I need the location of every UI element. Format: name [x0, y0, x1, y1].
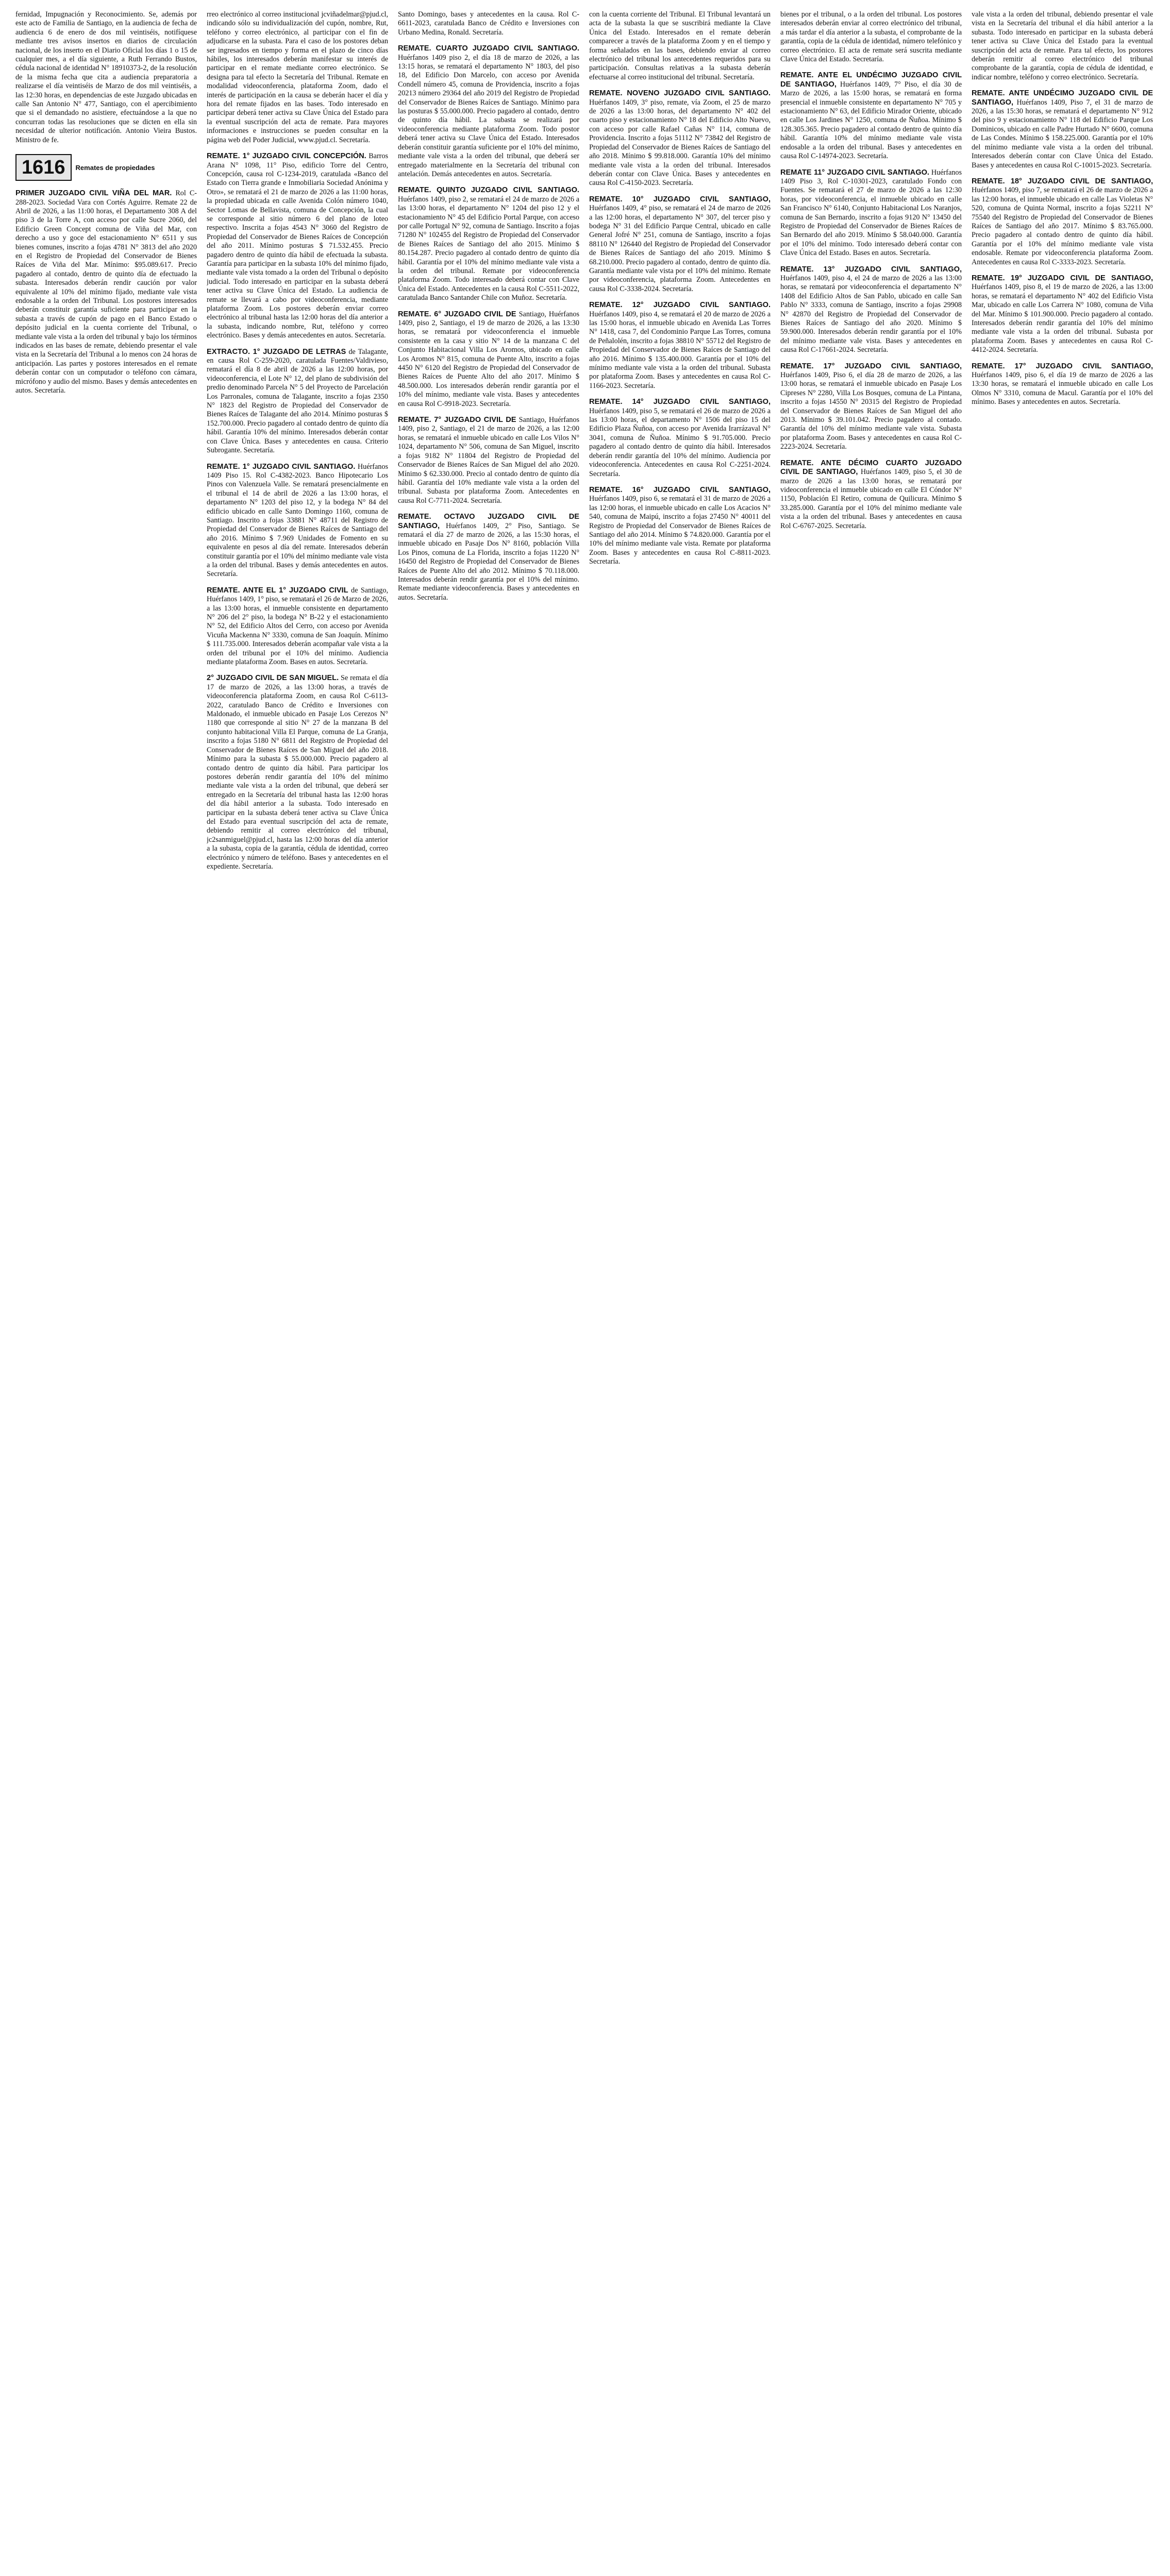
- notice-body: Huérfanos 1409, piso 5, el 30 de marzo de 2026 a las 13:00 horas, se rematará por videoconferencia el inmueble ubicado en calle El Cóndor N° 1150, Población El Retiro, comuna de Quilicura. Mínimo $ 33.285.000. Garantía por el 10% del mínimo mediante vale vista a la orden del tribunal. Bases y antecedentes en causa Rol C-6767-2025. Secretaría.: [780, 468, 962, 530]
- notice-body: Santiago, Huérfanos 1409, piso 2, Santiago, el 21 de marzo de 2026, a las 12:00 horas, se rematará el inmueble ubicado en calle Los Vilos N° 1024, departamento N° 506, comuna de San Miguel, inscrito a fojas 9182 N° 11804 del Registro de Propiedad del Conservador de Bienes Raíces de San Miguel del año 2020. Mínimo $ 62.330.000. Precio al contado dentro de quinto día hábil. Garantía del 10% mediante vale vista a la orden del tribunal. Subasta por plataforma Zoom. Antecedentes en causa Rol C-7711-2024. Secretaría.: [398, 416, 579, 505]
- legal-notice: [207, 10, 388, 145]
- notice-body: Huérfanos 1409, 7° Piso, el día 30 de Marzo de 2026, a las 15:00 horas, se rematará en forma presencial el inmueble consistente en departamento N° 705 y estacionamiento N° 63, del Edificio Mirador Oriente, ubicado en calle Los Jardines N° 1250, comuna de Ñuñoa. Mínimo $ 128.305.365. Precio pagadero al contado dentro de quinto día hábil. Garantía 10% del mínimo mediante vale vista endosable a la orden del tribunal. Bases y antecedentes en causa Rol C-14974-2023. Secretaría.: [780, 80, 962, 161]
- section-label: Remates de propiedades: [75, 163, 155, 172]
- notice-heading: REMATE. 7° JUZGADO CIVIL DE: [398, 416, 516, 425]
- legal-notice: [780, 459, 962, 531]
- notice-body: rreo electrónico al correo institucional jcviñadelmar@pjud.cl, indicando sólo su individualización del cupón, nombre, Rut, teléfono y correo electrónico, al participar con el fin de adjudicarse en la subasta. Para el caso de los postores deban ser ingresados en tiempo y forma en el plazo de cinco días hábiles, los interesados deberán manifestar su interés de participar en el remate mediante correo electrónico. Se designa para tal efecto la Secretaría del Tribunal. Remate en modalidad videoconferencia, plataforma Zoom, dado el interés de participación en la causa se deberán hacer el día y hora del remate fijados en las bases. Todo interesado en participar deberá tener activa su Clave Única del Estado para la eventual suscripción del acta de remate. Para mayores informaciones e instrucciones se pueden consultar en la página web del Poder Judicial, www.pjud.cl. Secretaría.: [207, 10, 388, 144]
- legal-notice: [207, 674, 388, 871]
- legal-notice: [589, 398, 771, 479]
- notice-body: fernidad, Impugnación y Reconocimiento. Se, además por este acto de Familia de Santiago, en la audiencia de fecha de audiencia 6 de enero de dos mil veintiséis, notifíquese mediante tres avisos insertos en diarios de circulación nacional, de los inserto en el Diario Oficial los días 1 o 15 de cualquier mes, a el día siguiente, a Ruth Ferrando Bustos, cédula nacional de identidad N° 18910373-2, de la resolución de la misma fecha que cita a audiencia preparatoria a realizarse el día veintiséis de Marzo de dos mil veintiséis, a las 12:30 horas, en dependencias de este Juzgado ubicadas en calle San Antonio N° 477, Santiago, con el apercibimiento que si el demandado no asistiere, efectuándose a la que no concurran todas las resoluciones que se dicten en ella sin necesidad de ulterior notificación. Antonio Vieira Bustos. Ministro de fe.: [15, 10, 197, 144]
- legal-notice: [780, 71, 962, 161]
- legal-notice: [589, 486, 771, 567]
- notice-body: Huérfanos 1409, 4° piso, se rematará el 24 de marzo de 2026 a las 12:00 horas, el departamento N° 307, del tercer piso y bodega N° 31 del Edificio Parque Central, ubicado en calle General Jofré N° 251, comuna de Santiago, inscrito a fojas 88110 N° 126440 del Registro de Propiedad del Conservador de Bienes Raíces de Santiago del año 2019. Mínimo $ 68.210.000. Precio pagadero al contado, dentro de quinto día. Garantía mediante vale vista por el 10% del mínimo. Remate por videoconferencia, plataforma Zoom. Antecedentes en causa Rol C-3338-2024. Secretaría.: [589, 204, 771, 293]
- notice-heading: REMATE. NOVENO JUZGADO CIVIL SANTIAGO.: [589, 89, 771, 98]
- legal-notice: [780, 265, 962, 355]
- notice-body: Santo Domingo, bases y antecedentes en la causa. Rol C-6611-2023, caratulada Banco de Crédito e Inversiones con Urbano Medina, Ronald. Secretaría.: [398, 10, 579, 37]
- legal-notice: [589, 195, 771, 294]
- notice-heading: REMATE. 1° JUZGADO CIVIL CONCEPCIÓN.: [207, 152, 366, 161]
- notice-heading: REMATE. ANTE EL UNDÉCIMO JUZGADO CIVIL DE SANTIAGO,: [780, 71, 962, 89]
- notice-heading: REMATE 11° JUZGADO CIVIL SANTIAGO.: [780, 168, 929, 177]
- notice-body: Huérfanos 1409, 2° Piso, Santiago. Se rematará el día 27 de marzo de 2026, a las 15:30 horas, el inmueble ubicado en Pasaje Dos N° 8160, población Villa Los Pinos, comuna de La Florida, inscrito a fojas 11220 N° 16450 del Registro de Propiedad del Conservador de Bienes Raíces de Puente Alto del año 2012. Mínimo $ 70.118.000. Interesados deberán rendir garantía por el 10% del mínimo. Remate mediante videoconferencia. Bases y antecedentes en autos. Secretaría.: [398, 521, 579, 602]
- notice-body: Huérfanos 1409, piso 6, se rematará el 31 de marzo de 2026 a las 12:00 horas, el inmueble ubicado en calle Los Acacios N° 540, comuna de Maipú, inscrito a fojas 27450 N° 40011 del Registro de Propiedad del Conservador de Bienes Raíces de Santiago del año 2014. Mínimo $ 74.820.000. Garantía por el 10% del mínimo mediante vale vista. Remate por plataforma Zoom. Bases y antecedentes en causa Rol C-8811-2023. Secretaría.: [589, 495, 771, 566]
- notice-heading: REMATE. 14° JUZGADO CIVIL SANTIAGO,: [589, 398, 771, 406]
- legal-notice: [207, 348, 388, 455]
- notice-body: Huérfanos 1409, piso 7, se rematará el 26 de marzo de 2026 a las 12:00 horas, el inmueble ubicado en calle Las Violetas N° 520, comuna de Quinta Normal, inscrito a fojas 52211 N° 75540 del Registro de Propiedad del Conservador de Bienes Raíces de Santiago del año 2017. Mínimo $ 83.765.000. Precio pagadero al contado dentro de quinto día hábil. Garantía por el 10% del mínimo mediante vale vista endosable. Remate por videoconferencia plataforma Zoom. Antecedentes en causa Rol C-3333-2023. Secretaría.: [972, 186, 1153, 266]
- column-6: [972, 10, 1153, 2576]
- notice-body: Huérfanos 1409, Piso 6, el día 28 de marzo de 2026, a las 13:00 horas, se rematará el inmueble ubicado en Pasaje Los Cipreses N° 2280, Villa Los Bosques, comuna de La Pintana, inscrito a fojas 14550 N° 20315 del Registro de Propiedad del Conservador de Bienes Raíces de San Miguel del año 2013. Mínimo $ 39.101.042. Precio pagadero al contado. Garantía del 10% del mínimo mediante vale vista. Subasta por plataforma Zoom. Bases y antecedentes en causa Rol C-2223-2024. Secretaría.: [780, 371, 962, 451]
- column-2: [207, 10, 388, 2576]
- legal-notice: [398, 416, 579, 505]
- notice-heading: REMATE. 18° JUZGADO CIVIL DE SANTIAGO,: [972, 177, 1153, 185]
- legal-notice: [589, 301, 771, 391]
- notice-heading: REMATE. ANTE EL 1° JUZGADO CIVIL: [207, 586, 348, 595]
- notice-body: Barros Arana N° 1098, 11° Piso, edificio Torre del Centro, Concepción, causa rol C-1234-2019, caratulada «Banco del Estado con Tierra grande e Inmobiliaria Sociedad Anónima y Otro», se rematará el 21 de marzo de 2026 a las 11:00 horas, la propiedad ubicada en calle Avenida Colón número 1040, Sector Lomas de Bellavista, comuna de Concepción, la cual se corresponde al sitio número 6 del plano de loteo respectivo. Inscrita a fojas 4543 N° 3060 del Registro de Propiedad del Conservador de Bienes Raíces de Concepción del año 2011. Mínimo posturas $ 71.532.455. Precio pagadero dentro de quinto día hábil de efectuada la subasta. Garantía para participar en la subasta 10% del mínimo fijado, mediante vale vista tomado a la orden del Tribunal o depósito judicial. Todo interesado en participar en la subasta deberá tener activa su Clave Única del Estado. La audiencia de remate se llevará a cabo por videoconferencia, mediante plataforma Zoom. Los postores deberán enviar correo electrónico al tribunal hasta las 12:00 horas del día anterior a la subasta, indicando nombre, Rut, teléfono y correo electrónico. Bases y demás antecedentes en autos. Secretaría.: [207, 152, 388, 340]
- legal-notice: [207, 463, 388, 579]
- notice-body: Huérfanos 1409, Piso 7, el 31 de marzo de 2026, a las 15:30 horas, se rematará el departamento N° 912 del piso 9 y estacionamiento N° 118 del Edificio Parque Los Dominicos, ubicado en calle Padre Hurtado N° 6600, comuna de Las Condes. Mínimo $ 158.225.000. Garantía por el 10% del mínimo mediante vale vista a la orden del tribunal. Interesados deberán contar con Clave Única del Estado. Bases y antecedentes en causa Rol C-10015-2023. Secretaría.: [972, 98, 1153, 170]
- legal-notice: [780, 362, 962, 452]
- column-5: [780, 10, 962, 2576]
- legal-notice: [972, 177, 1153, 267]
- notice-body: con la cuenta corriente del Tribunal. El Tribunal levantará un acta de la subasta la que se suscribirá mediante la Clave Única del Estado. Interesados en el remate deberán comparecer a través de la plataforma Zoom y en el tiempo y forma señalados en las bases, debiendo enviar al correo electrónico del tribunal los antecedentes requeridos para su participación. Consultas relativas a la subasta deberán efectuarse al correo institucional del tribunal. Secretaría.: [589, 10, 771, 81]
- notice-heading: REMATE. OCTAVO JUZGADO CIVIL DE SANTIAGO,: [398, 513, 579, 530]
- notice-heading: 2° JUZGADO CIVIL DE SAN MIGUEL.: [207, 674, 339, 683]
- legal-notice: [972, 89, 1153, 170]
- notice-heading: EXTRACTO. 1° JUZGADO DE LETRAS: [207, 347, 346, 356]
- notice-heading: REMATE. 19° JUZGADO CIVIL DE SANTIAGO,: [972, 274, 1153, 282]
- notice-heading: PRIMER JUZGADO CIVIL VIÑA DEL MAR.: [15, 189, 172, 198]
- column-3: [398, 10, 579, 2576]
- legal-notice: [780, 168, 962, 258]
- legal-notice: [398, 513, 579, 602]
- notice-body: Huérfanos 1409 Piso 15. Rol C-4382-2023. Banco Hipotecario Los Pinos con Valenzuela Valle. Se rematará presencialmente en el tribunal el 14 de abril de 2026 a las 13:00 horas, el departamento N° 1203 del piso 12, y la bodega N° 84 del edificio ubicado en calle Santo Domingo 1160, comuna de Santiago. Inscrito a fojas 33881 N° 48711 del Registro de Propiedad del Conservador de Bienes Raíces de Santiago del año 2016. Mínimo $ 7.969 Unidades de Fomento en su equivalente en pesos al día del remate. Interesados deberán constituir garantía por el 10% del mínimo mediante vale vista a la orden del tribunal. Bases y demás antecedentes en autos. Secretaría.: [207, 462, 388, 579]
- section-number: 1616: [15, 154, 72, 181]
- newspaper-page: [15, 10, 1155, 2576]
- notice-heading: REMATE. 6° JUZGADO CIVIL DE: [398, 310, 516, 318]
- notice-body: Se remata el día 17 de marzo de 2026, a las 13:00 horas, a través de videoconferencia plataforma Zoom, en causa Rol C-6113-2022, caratulado Banco de Crédito e Inversiones con Maldonado, el inmueble ubicado en Pasaje Los Cerezos N° 1180 que corresponde al sitio N° 27 de la manzana B del conjunto habitacional Villa El Parque, comuna de La Granja, inscrito a fojas 5180 N° 6811 del Registro de Propiedad del Conservador de Bienes Raíces de San Miguel del año 2018. Mínimo para la subasta $ 55.000.000. Precio pagadero al contado dentro de quinto día hábil. Para participar los postores deberán rendir garantía del 10% del mínimo mediante vale vista a la orden del tribunal, que deberá ser entregado en la Secretaría del tribunal hasta las 12:00 horas del día hábil anterior a la subasta. Todo interesado en participar en la subasta deberá tener activa su Clave Única del Estado para eventual suscripción del acta de remate, debiendo remitir al correo electrónico del tribunal, jc2sanmiguel@pjud.cl, hasta las 12:00 horas del día anterior a la subasta, copia de la garantía, cédula de identidad, correo electrónico y número de teléfono. Bases y antecedentes en el expediente. Secretaría.: [207, 674, 388, 871]
- notice-body: Huérfanos 1409 Piso 3, Rol C-10301-2023, caratulado Fondo con Fuentes. Se rematará el 27 de marzo de 2026 a las 12:30 horas, por videoconferencia, el inmueble ubicado en calle San Francisco N° 6140, Conjunto Habitacional Los Naranjos, comuna de San Bernardo, inscrito a fojas 9120 N° 13450 del Registro de Propiedad del Conservador de Bienes Raíces de San Bernardo del año 2019. Mínimo $ 58.040.000. Garantía por el 10% del mínimo. Todo interesado deberá contar con Clave Única del Estado. Bases en autos. Secretaría.: [780, 168, 962, 258]
- notice-body: Huérfanos 1409, piso 4, el 24 de marzo de 2026 a las 13:00 horas, se rematará por videoconferencia el departamento N° 1408 del Edificio Altos de San Pablo, ubicado en calle San Pablo N° 3333, comuna de Santiago, inscrito a fojas 29908 N° 42870 del Registro de Propiedad del Conservador de Bienes Raíces de Santiago del año 2020. Mínimo $ 59.900.000. Interesados deberán rendir garantía por el 10% del mínimo mediante vale vista. Bases y antecedentes en causa Rol C-17661-2024. Secretaría.: [780, 274, 962, 354]
- notice-heading: REMATE. CUARTO JUZGADO CIVIL SANTIAGO.: [398, 44, 579, 53]
- notice-body: de Talagante, en causa Rol C-259-2020, caratulada Fuentes/Valdivieso, rematará el día 8 de abril de 2026 a las 12:00 horas, por videoconferencia, el Lote N° 12, del plano de subdivisión del predio denominado Parcela N° 5 del Proyecto de Parcelación Los Parronales, comuna de Talagante, inscrito a fojas 2350 N° 1823 del Registro de Propiedad del Conservador de Bienes Raíces de Talagante del año 2014. Mínimo posturas $ 152.700.000. Precio pagadero al contado dentro de quinto día hábil. Garantía 10% del mínimo. Interesados deberán contar con Clave Única. Bases y antecedentes en causa. Criterio Subrogante. Secretaría.: [207, 347, 388, 455]
- notice-body: Huérfanos 1409 piso 2, el día 18 de marzo de 2026, a las 13:15 horas, se rematará el departamento N° 1803, del piso 18, del Edificio Don Marcelo, con acceso por Avenida Condell número 45, comuna de Providencia, inscrito a fojas 20213 número 29364 del año 2019 del Registro de Propiedad del Conservador de Bienes Raíces de Santiago. Mínimo para las posturas $ 55.000.000. Precio pagadero al contado, dentro de quinto día hábil. La subasta se realizará por videoconferencia mediante plataforma Zoom. Todo postor deberá tener activa su Clave Única del Estado. Interesados deberán constituir garantía suficiente por el 10% del mínimo, mediante vale vista a la orden del tribunal, que deberá ser entregado materialmente en la Secretaría del tribunal con antelación. Demás antecedentes en autos. Secretaría.: [398, 53, 579, 178]
- notice-heading: REMATE. 17° JUZGADO CIVIL SANTIAGO,: [780, 362, 962, 370]
- notice-body: vale vista a la orden del tribunal, debiendo presentar el vale vista en la Secretaría del tribunal el día hábil anterior a la subasta. Todo interesado en participar en la subasta deberá tener activa su Clave Única del Estado para la eventual suscripción del acta de remate. Para tal efecto, los postores deberán remitir al correo electrónico del tribunal comprobante de la garantía, copia de cédula de identidad, e indicar nombre, teléfono y correo electrónico. Secretaría.: [972, 10, 1153, 81]
- notice-heading: REMATE. 10° JUZGADO CIVIL SANTIAGO,: [589, 195, 771, 204]
- notice-body: Santiago, Huérfanos 1409, piso 2, Santiago, el 19 de marzo de 2026, a las 13:30 horas, se rematará por videoconferencia el inmueble consistente en la casa y sitio N° 14 de la manzana C del Conjunto Habitacional Villa Los Aromos, ubicado en calle Los Aromos N° 815, comuna de Puente Alto, inscrito a fojas 4450 N° 6120 del Registro de Propiedad del Conservador de Bienes Raíces de Puente Alto del año 2017. Mínimo $ 48.500.000. Los interesados deberán rendir garantía por el 10% del mínimo, mediante vale vista. Bases y antecedentes en causa Rol C-9918-2023. Secretaría.: [398, 310, 579, 408]
- notice-heading: REMATE. 12° JUZGADO CIVIL SANTIAGO.: [589, 301, 771, 310]
- notice-body: Huérfanos 1409, piso 8, el 19 de marzo de 2026, a las 13:00 horas, se rematará el departamento N° 402 del Edificio Vista Mar, ubicado en calle Los Carrera N° 1080, comuna de Viña del Mar. Mínimo $ 101.900.000. Precio pagadero al contado. Interesados deberán rendir garantía del 10% del mínimo mediante vale vista a la orden del tribunal. Subasta por plataforma Zoom. Bases y antecedentes en causa Rol C-4412-2024. Secretaría.: [972, 283, 1153, 354]
- notice-heading: REMATE. ANTE UNDÉCIMO JUZGADO CIVIL DE SANTIAGO,: [972, 89, 1153, 107]
- legal-notice: [972, 274, 1153, 355]
- column-1: [15, 10, 197, 2576]
- column-4: [589, 10, 771, 2576]
- legal-notice: [15, 189, 197, 395]
- notice-body: Huérfanos 1409, 3° piso, remate, vía Zoom, el 25 de marzo de 2026 a las 13:00 horas, del departamento N° 402 del cuarto piso y estacionamiento N° 18 del Edificio Alto Nuevo, con acceso por calle Rafael Cañas N° 114, comuna de Providencia. Inscrito a fojas 51112 N° 73842 del Registro de Propiedad del Conservador de Bienes Raíces de Santiago del año 2018. Mínimo $ 99.818.000. Garantía 10% del mínimo mediante vale vista a la orden del tribunal. Interesados deberán contar con Clave Única. Bases y antecedentes en causa Rol C-4150-2023. Secretaría.: [589, 98, 771, 188]
- notice-body: Huérfanos 1409, piso 4, se rematará el 20 de marzo de 2026 a las 15:00 horas, el inmueble ubicado en Avenida Las Torres N° 1418, casa 7, del Condominio Parque Las Torres, comuna de Peñalolén, inscrito a fojas 38810 N° 55712 del Registro de Propiedad del Conservador de Bienes Raíces de Santiago del año 2016. Mínimo $ 135.400.000. Garantía por el 10% del mínimo mediante vale vista a la orden del tribunal. Subasta por plataforma Zoom. Bases y antecedentes en causa Rol C-1166-2023. Secretaría.: [589, 310, 771, 390]
- legal-notice: [207, 152, 388, 341]
- legal-notice: [398, 310, 579, 409]
- section-heading: [15, 154, 197, 181]
- legal-notice: [15, 10, 197, 145]
- notice-body: Huérfanos 1409, piso 2, se rematará el 24 de marzo de 2026 a las 13:00 horas, el departamento N° 1204 del piso 12 y el estacionamiento N° 45 del Edificio Portal Parque, con acceso por calle Portugal N° 92, comuna de Santiago. Inscrito a fojas 71280 N° 102455 del Registro de Propiedad del Conservador de Bienes Raíces de Santiago del año 2015. Mínimo $ 80.154.287. Precio pagadero al contado dentro de quinto día hábil. Garantía por el 10% del mínimo mediante vale vista a la orden del tribunal. Remate por videoconferencia plataforma Zoom. Todo interesado deberá contar con Clave Única del Estado. Antecedentes en la causa Rol C-5511-2022, caratulada Banco Santander Chile con Muñoz. Secretaría.: [398, 195, 579, 302]
- notice-body: de Santiago, Huérfanos 1409, 1° piso, se rematará el 26 de Marzo de 2026, a las 13:00 horas, el inmueble consistente en departamento N° 206 del 2° piso, la bodega N° B-22 y el estacionamiento N° 52, del Edificio Altos del Cerro, con acceso por Avenida Vicuña Mackenna N° 3330, comuna de San Joaquín. Mínimo $ 111.735.000. Interesados deberán acompañar vale vista a la orden del tribunal por el 10% del mínimo. Audiencia mediante plataforma Zoom. Bases en autos. Secretaría.: [207, 586, 388, 667]
- notice-heading: REMATE. 1° JUZGADO CIVIL SANTIAGO.: [207, 462, 356, 471]
- notice-body: Huérfanos 1409, piso 6, el día 19 de marzo de 2026 a las 13:30 horas, se rematará el inmueble ubicado en calle Los Olmos N° 3310, comuna de Macul. Garantía por el 10% del mínimo. Bases y antecedentes en autos. Secretaría.: [972, 371, 1153, 406]
- notice-heading: REMATE. 16° JUZGADO CIVIL SANTIAGO,: [589, 485, 771, 494]
- legal-notice: [972, 362, 1153, 407]
- legal-notice: [972, 10, 1153, 82]
- legal-notice: [398, 186, 579, 302]
- legal-notice: [589, 89, 771, 188]
- notice-body: bienes por el tribunal, o a la orden del tribunal. Los postores interesados deberán enviar al correo electrónico del tribunal, a más tardar el día anterior a la subasta, el comprobante de la garantía, copia de la cédula de identidad, número telefónico y correo electrónico. El acta de remate será suscrita mediante Clave Única del Estado. Secretaría.: [780, 10, 962, 64]
- notice-heading: REMATE. QUINTO JUZGADO CIVIL SANTIAGO.: [398, 186, 579, 195]
- notice-heading: REMATE. 17° JUZGADO CIVIL SANTIAGO,: [972, 362, 1153, 370]
- notice-body: Rol C-288-2023. Sociedad Vara con Cortés Aguirre. Remate 22 de Abril de 2026, a las 11:00 horas, el Departamento 308 A del piso 3 de la Torre A, con acceso por calle Sucre 2060, del Edificio Green Concept comuna de Viña del Mar, con derecho a uso y goce del estacionamiento N° 6511 y sus bienes comunes, inscrito a fojas 4781 N° 3813 del año 2020 en el Registro de Propiedad del Conservador de Bienes Raíces de Viña del Mar. Mínimo: $95.089.617. Precio pagadero al contado, dentro de quinto día de efectuado la subasta. Interesados deberán rendir caución por valor equivalente al 10% del mínimo fijado, mediante vale vista endosable a la orden del Tribunal. Los postores interesados deberán constituir garantía suficiente para participar en la subasta a través de cupón de pago en el Banco Estado o depósito judicial en la cuenta corriente del Tribunal, o mediante vale vista a la orden del tribunal y bajo los términos indicados en las bases de remate, debiendo presentar el vale vista en la Secretaría del Tribunal a lo menos con 24 horas de anticipación. Las partes y postores interesados en el remate deberán contar con un computador o teléfono con cámara, micrófono y audio del mismo. Bases y demás antecedentes en autos. Secretaría.: [15, 189, 197, 395]
- legal-notice: [398, 10, 579, 37]
- notice-heading: REMATE. ANTE DÉCIMO CUARTO JUZGADO CIVIL DE SANTIAGO,: [780, 459, 962, 477]
- notice-heading: REMATE. 13° JUZGADO CIVIL SANTIAGO,: [780, 265, 962, 274]
- notice-body: Huérfanos 1409, piso 5, se rematará el 26 de marzo de 2026 a las 13:00 horas, el departamento N° 1506 del piso 15 del Edificio Plaza Ñuñoa, con acceso por Avenida Irarrázaval N° 3041, comuna de Ñuñoa. Mínimo $ 91.705.000. Precio pagadero al contado dentro de quinto día hábil. Interesados deberán rendir garantía del 10% del mínimo. Audiencia por videoconferencia. Antecedentes en causa Rol C-2251-2024. Secretaría.: [589, 406, 771, 478]
- legal-notice: [780, 10, 962, 64]
- legal-notice: [398, 44, 579, 179]
- legal-notice: [589, 10, 771, 82]
- legal-notice: [207, 586, 388, 667]
